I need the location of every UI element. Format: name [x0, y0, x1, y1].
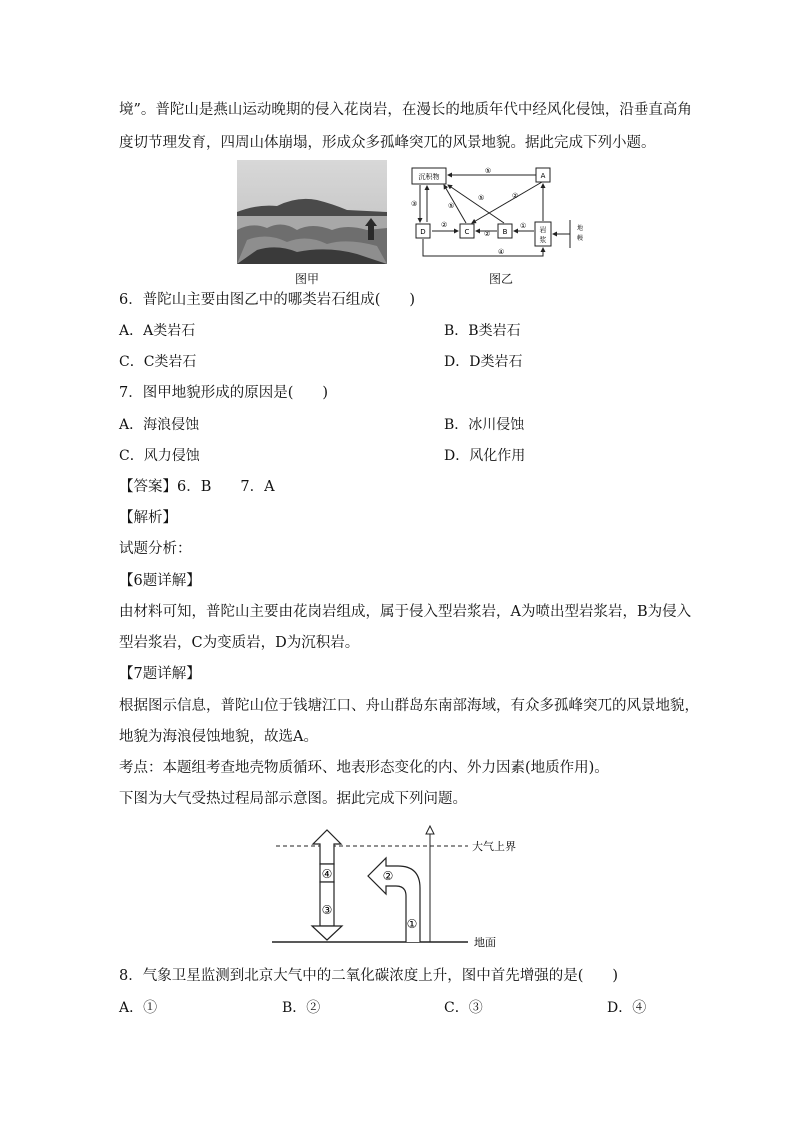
detail6-heading: 【6题详解】: [119, 573, 201, 589]
ground-label: 地面: [474, 936, 496, 949]
node-sediment: 沉积物: [418, 173, 440, 181]
q6-stem: 6．普陀山主要由图乙中的哪类岩石组成( ): [119, 292, 416, 308]
svg-text:⑤: ⑤: [448, 202, 455, 210]
label-1: ①: [406, 917, 418, 931]
node-a: A: [540, 172, 546, 180]
node-d: D: [420, 228, 426, 236]
svg-text:⑤: ⑤: [484, 167, 492, 175]
node-magma-2: 浆: [539, 236, 547, 244]
q8-option-a: A．①: [119, 1000, 158, 1016]
analysis-heading: 【解析】: [119, 510, 177, 526]
detail7-heading: 【7题详解】: [119, 666, 201, 682]
q6-option-c: C．C类岩石: [119, 354, 197, 370]
q6-option-a: A．A类岩石: [119, 323, 196, 339]
q8-option-b: B．②: [282, 1000, 321, 1016]
label-4: ④: [321, 867, 333, 881]
svg-text:④: ④: [498, 248, 505, 256]
svg-text:地: 地: [576, 225, 584, 232]
photo-caption: 图甲: [295, 272, 320, 286]
detail6-line-2: 型岩浆岩，C为变质岩，D为沉积岩。: [119, 635, 360, 651]
rock-cycle-diagram: [408, 164, 590, 264]
svg-text:②: ②: [441, 221, 448, 229]
intro-line-1: 境”。普陀山是燕山运动晚期的侵入花岗岩，在漫长的地质年代中经风化侵蚀，沿垂直高角: [119, 102, 692, 118]
q8-option-d: D．④: [607, 1000, 647, 1016]
q7-option-a: A．海浪侵蚀: [119, 417, 200, 433]
q7-option-c: C．风力侵蚀: [119, 448, 200, 464]
q6-option-b: B．B类岩石: [444, 323, 521, 339]
svg-text:⑤: ⑤: [478, 194, 485, 202]
svg-text:幔: 幔: [576, 235, 584, 242]
svg-text:②: ②: [512, 192, 519, 200]
answer-line: 【答案】6．B 7．A: [119, 479, 275, 495]
detail6-line-1: 由材料可知，普陀山主要由花岗岩组成，属于侵入型岩浆岩，A为喷出型岩浆岩，B为侵入: [119, 604, 692, 620]
svg-text:③: ③: [411, 200, 418, 208]
atmosphere-heating-diagram: [268, 824, 538, 950]
node-c: C: [464, 228, 470, 236]
analysis-intro: 试题分析：: [119, 541, 192, 557]
node-b: B: [502, 228, 508, 236]
svg-text:②: ②: [484, 230, 491, 238]
q8-intro: 下图为大气受热过程局部示意图。据此完成下列问题。: [119, 791, 467, 807]
atmosphere-top-label: 大气上界: [472, 840, 516, 853]
intro-line-2: 度切节理发育，四周山体崩塌，形成众多孤峰突兀的风景地貌。据此完成下列小题。: [119, 135, 656, 151]
q8-stem: 8．气象卫星监测到北京大气中的二氧化碳浓度上升，图中首先增强的是( ): [119, 968, 619, 984]
svg-text:①: ①: [520, 222, 527, 230]
detail7-line-1: 根据图示信息，普陀山位于钱塘江口、舟山群岛东南部海域，有众多孤峰突兀的风景地貌，: [119, 698, 699, 714]
label-3: ③: [321, 903, 333, 917]
q7-option-d: D．风化作用: [444, 448, 526, 464]
q7-stem: 7．图甲地貌形成的原因是( ): [119, 385, 329, 401]
q8-option-c: C．③: [444, 1000, 483, 1016]
node-magma-1: 岩: [539, 226, 547, 234]
label-2: ②: [382, 869, 394, 883]
kaodian-line: 考点：本题组考查地壳物质循环、地表形态变化的内、外力因素(地质作用)。: [119, 760, 609, 776]
diagram-caption: 图乙: [489, 272, 514, 286]
q6-option-d: D．D类岩石: [444, 354, 523, 370]
figure-photo-coast: [237, 160, 387, 264]
detail7-line-2: 地貌为海浪侵蚀地貌，故选A。: [119, 729, 318, 745]
q7-option-b: B．冰川侵蚀: [444, 417, 525, 433]
